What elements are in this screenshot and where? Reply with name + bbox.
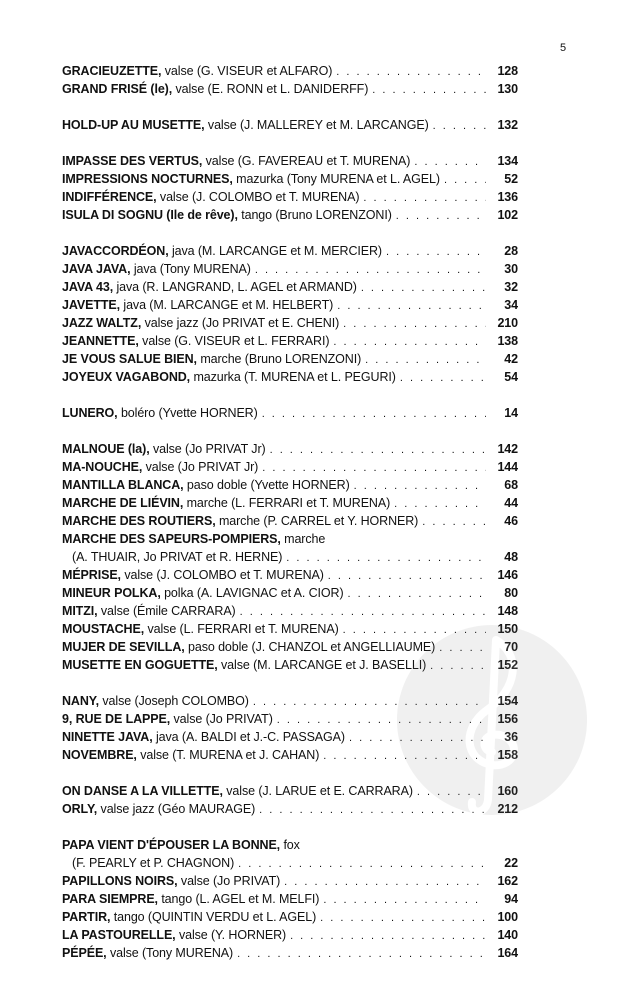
toc-entry — [62, 170, 518, 188]
leader-dots — [348, 585, 486, 603]
toc-entry — [62, 62, 518, 80]
song-detail: paso doble (J. CHANZOL et ANGELLIAUME) — [188, 640, 436, 654]
toc-entry — [62, 548, 518, 566]
group-spacer — [62, 818, 518, 836]
song-detail: valse (Jo PRIVAT Jr) — [145, 460, 259, 474]
leader-dots — [284, 873, 486, 891]
song-title: LUNERO, — [62, 406, 118, 420]
page-ref: 152 — [497, 658, 518, 672]
page-ref: 48 — [504, 550, 518, 564]
entry-text — [62, 944, 233, 962]
page-ref: 54 — [504, 370, 518, 384]
leader-dots — [394, 495, 486, 513]
entry-text — [62, 350, 361, 368]
song-title: PAPILLONS NOIRS, — [62, 874, 178, 888]
page-ref: 46 — [504, 514, 518, 528]
toc-entry — [62, 116, 518, 134]
page-ref: 30 — [504, 262, 518, 276]
song-title: MA-NOUCHE, — [62, 460, 143, 474]
entry-text — [62, 566, 324, 584]
song-title: MINEUR POLKA, — [62, 586, 161, 600]
toc-entry — [62, 692, 518, 710]
toc-entry — [62, 494, 518, 512]
song-title: JEANNETTE, — [62, 334, 139, 348]
toc-entry — [62, 476, 518, 494]
table-of-contents — [62, 62, 518, 962]
leader-dots — [323, 747, 486, 765]
page-ref: 138 — [497, 334, 518, 348]
toc-entry — [62, 854, 518, 872]
song-detail: valse (Jo PRIVAT) — [173, 712, 273, 726]
page-ref: 162 — [497, 874, 518, 888]
toc-entry — [62, 242, 518, 260]
song-title: INDIFFÉRENCE, — [62, 190, 157, 204]
leader-dots — [286, 549, 486, 567]
song-detail: valse jazz (Géo MAURAGE) — [100, 802, 256, 816]
page-ref: 132 — [497, 118, 518, 132]
song-title: MARCHE DES SAPEURS-POMPIERS, — [62, 532, 281, 546]
song-detail: marche (Bruno LORENZONI) — [200, 352, 362, 366]
entry-text — [62, 116, 429, 134]
entry-text — [62, 620, 339, 638]
song-title: JE VOUS SALUE BIEN, — [62, 352, 197, 366]
leader-dots — [238, 855, 486, 873]
song-title: PAPA VIENT D'ÉPOUSER LA BONNE, — [62, 838, 281, 852]
leader-dots — [240, 603, 486, 621]
leader-dots — [328, 567, 486, 585]
toc-entry — [62, 80, 518, 98]
song-detail: valse (J. LARUE et E. CARRARA) — [226, 784, 413, 798]
song-detail: java (M. LARCANGE et M. HELBERT) — [123, 298, 334, 312]
entry-text — [62, 80, 368, 98]
page-ref: 144 — [497, 460, 518, 474]
song-detail: marche (P. CARREL et Y. HORNER) — [218, 514, 419, 528]
song-detail: valse (J. COLOMBO et T. MURENA) — [159, 190, 360, 204]
entry-text — [62, 404, 258, 422]
leader-dots — [361, 279, 486, 297]
song-detail: valse (Émile CARRARA) — [100, 604, 236, 618]
song-detail: valse (L. FERRARI et T. MURENA) — [147, 622, 339, 636]
song-detail: (F. PEARLY et P. CHAGNON) — [72, 856, 235, 870]
group-spacer — [62, 674, 518, 692]
song-title: MANTILLA BLANCA, — [62, 478, 184, 492]
leader-dots — [417, 783, 486, 801]
song-detail: polka (A. LAVIGNAC et A. CIOR) — [164, 586, 344, 600]
page-ref: 34 — [504, 298, 518, 312]
song-title: JOYEUX VAGABOND, — [62, 370, 191, 384]
song-detail: valse (Joseph COLOMBO) — [102, 694, 249, 708]
entry-text — [62, 584, 344, 602]
page-ref: 68 — [504, 478, 518, 492]
song-detail: (A. THUAIR, Jo PRIVAT et R. HERNE) — [72, 550, 283, 564]
leader-dots — [343, 315, 486, 333]
group-spacer — [62, 422, 518, 440]
leader-dots — [270, 441, 486, 459]
page-ref: 100 — [497, 910, 518, 924]
song-detail: valse (J. MALLEREY et M. LARCANGE) — [207, 118, 429, 132]
page-ref: 128 — [497, 64, 518, 78]
leader-dots — [337, 297, 486, 315]
song-detail: valse (Jo PRIVAT) — [180, 874, 281, 888]
entry-text — [62, 458, 258, 476]
entry-text — [62, 872, 280, 890]
toc-entry — [62, 260, 518, 278]
song-title: ORLY, — [62, 802, 98, 816]
page-ref: 148 — [497, 604, 518, 618]
leader-dots — [363, 189, 486, 207]
leader-dots — [262, 459, 486, 477]
leader-dots — [320, 909, 486, 927]
song-title: MOUSTACHE, — [62, 622, 145, 636]
leader-dots — [439, 639, 486, 657]
song-detail: valse (T. MURENA et J. CAHAN) — [140, 748, 320, 762]
page-ref: 154 — [497, 694, 518, 708]
toc-entry — [62, 890, 518, 908]
song-detail: valse (Jo PRIVAT Jr) — [152, 442, 266, 456]
song-title: JAVETTE, — [62, 298, 121, 312]
leader-dots — [354, 477, 486, 495]
page-ref: 70 — [504, 640, 518, 654]
toc-entry — [62, 368, 518, 386]
page-ref: 14 — [504, 406, 518, 420]
page-ref: 134 — [497, 154, 518, 168]
entry-text — [62, 206, 392, 224]
toc-group — [62, 836, 518, 962]
page-ref: 160 — [497, 784, 518, 798]
song-title: IMPRESSIONS NOCTURNES, — [62, 172, 233, 186]
toc-entry — [62, 278, 518, 296]
song-detail: java (A. BALDI et J.-C. PASSAGA) — [155, 730, 345, 744]
entry-text — [62, 62, 332, 80]
entry-text — [62, 890, 319, 908]
toc-entry — [62, 638, 518, 656]
song-title: JAVACCORDÉON, — [62, 244, 169, 258]
group-spacer — [62, 98, 518, 116]
song-detail: valse (G. FAVEREAU et T. MURENA) — [205, 154, 411, 168]
entry-text — [62, 656, 426, 674]
toc-group — [62, 242, 518, 386]
song-title: NINETTE JAVA, — [62, 730, 153, 744]
entry-text — [62, 692, 249, 710]
page-ref: 44 — [504, 496, 518, 510]
toc-entry — [62, 188, 518, 206]
song-detail: valse (Tony MURENA) — [109, 946, 234, 960]
leader-dots — [259, 801, 486, 819]
page-ref: 36 — [504, 730, 518, 744]
entry-text — [62, 314, 339, 332]
toc-entry — [62, 566, 518, 584]
song-detail: valse (J. COLOMBO et T. MURENA) — [124, 568, 324, 582]
song-detail: java (Tony MURENA) — [133, 262, 251, 276]
leader-dots — [277, 711, 486, 729]
toc-entry — [62, 836, 518, 854]
group-spacer — [62, 134, 518, 152]
toc-entry — [62, 620, 518, 638]
toc-group — [62, 782, 518, 818]
song-title: JAVA JAVA, — [62, 262, 131, 276]
song-detail: fox — [283, 838, 300, 852]
leader-dots — [414, 153, 486, 171]
song-detail: mazurka (Tony MURENA et L. AGEL) — [236, 172, 440, 186]
page-ref: 212 — [497, 802, 518, 816]
page-ref: 130 — [497, 82, 518, 96]
song-detail: boléro (Yvette HORNER) — [120, 406, 258, 420]
leader-dots — [290, 927, 486, 945]
song-title: MARCHE DES ROUTIERS, — [62, 514, 216, 528]
toc-entry — [62, 458, 518, 476]
page-ref: 52 — [504, 172, 518, 186]
toc-entry — [62, 728, 518, 746]
toc-entry — [62, 872, 518, 890]
entry-text — [62, 440, 266, 458]
page-ref: 42 — [504, 352, 518, 366]
page-ref: 80 — [504, 586, 518, 600]
entry-text — [62, 548, 282, 566]
toc-entry — [62, 746, 518, 764]
toc-entry — [62, 584, 518, 602]
song-detail: tango (Bruno LORENZONI) — [241, 208, 392, 222]
song-title: NOVEMBRE, — [62, 748, 137, 762]
song-detail: marche (L. FERRARI et T. MURENA) — [186, 496, 391, 510]
entry-text — [62, 512, 418, 530]
song-title: GRACIEUZETTE, — [62, 64, 162, 78]
toc-group — [62, 404, 518, 422]
page-ref: 28 — [504, 244, 518, 258]
entry-text — [62, 332, 329, 350]
entry-text — [62, 188, 359, 206]
toc-entry — [62, 296, 518, 314]
group-spacer — [62, 386, 518, 404]
entry-text — [62, 260, 251, 278]
page-ref: 150 — [497, 622, 518, 636]
page-ref: 156 — [497, 712, 518, 726]
song-title: JAZZ WALTZ, — [62, 316, 142, 330]
song-title: ISULA DI SOGNU (Ile de rêve), — [62, 208, 238, 222]
song-title: MUSETTE EN GOGUETTE, — [62, 658, 218, 672]
entry-text — [62, 836, 300, 854]
entry-text — [62, 368, 396, 386]
toc-group — [62, 62, 518, 98]
page-ref: 140 — [497, 928, 518, 942]
song-detail: valse (E. RONN et L. DANIDERFF) — [175, 82, 369, 96]
song-detail: valse (G. VISEUR et ALFARO) — [164, 64, 333, 78]
toc-entry — [62, 782, 518, 800]
leader-dots — [323, 891, 486, 909]
entry-text — [62, 926, 286, 944]
toc-entry — [62, 800, 518, 818]
leader-dots — [386, 243, 486, 261]
toc-entry — [62, 314, 518, 332]
song-detail: tango (QUINTIN VERDU et L. AGEL) — [113, 910, 317, 924]
toc-group — [62, 692, 518, 764]
entry-text — [62, 530, 325, 548]
toc-entry — [62, 656, 518, 674]
song-title: NANY, — [62, 694, 100, 708]
toc-group — [62, 152, 518, 224]
song-detail: valse jazz (Jo PRIVAT et E. CHENI) — [144, 316, 340, 330]
song-title: MÉPRISE, — [62, 568, 121, 582]
toc-entry — [62, 908, 518, 926]
toc-entry — [62, 440, 518, 458]
toc-entry — [62, 530, 518, 548]
song-detail: mazurka (T. MURENA et L. PEGURI) — [193, 370, 396, 384]
leader-dots — [365, 351, 486, 369]
song-title: 9, RUE DE LAPPE, — [62, 712, 171, 726]
page-ref: 210 — [497, 316, 518, 330]
toc-entry — [62, 404, 518, 422]
song-title: PARTIR, — [62, 910, 111, 924]
song-detail: java (M. LARCANGE et M. MERCIER) — [171, 244, 382, 258]
leader-dots — [253, 693, 486, 711]
toc-group — [62, 116, 518, 134]
leader-dots — [430, 657, 486, 675]
entry-text — [62, 710, 273, 728]
song-detail: marche — [284, 532, 326, 546]
leader-dots — [237, 945, 486, 963]
song-title: PÉPÉE, — [62, 946, 107, 960]
leader-dots — [262, 405, 486, 423]
leader-dots — [255, 261, 486, 279]
song-title: MALNOUE (la), — [62, 442, 150, 456]
song-detail: paso doble (Yvette HORNER) — [186, 478, 350, 492]
entry-text — [62, 278, 357, 296]
song-title: IMPASSE DES VERTUS, — [62, 154, 203, 168]
page-number: 5 — [560, 42, 567, 54]
entry-text — [62, 296, 333, 314]
leader-dots — [433, 117, 486, 135]
page-ref: 22 — [504, 856, 518, 870]
entry-text — [62, 152, 410, 170]
toc-entry — [62, 944, 518, 962]
page-ref: 164 — [497, 946, 518, 960]
entry-text — [62, 602, 236, 620]
entry-text — [62, 728, 345, 746]
song-title: LA PASTOURELLE, — [62, 928, 176, 942]
toc-entry — [62, 152, 518, 170]
leader-dots — [422, 513, 486, 531]
toc-entry — [62, 602, 518, 620]
song-title: JAVA 43, — [62, 280, 114, 294]
entry-text — [62, 908, 316, 926]
song-detail: valse (M. LARCANGE et J. BASELLI) — [221, 658, 427, 672]
toc-entry — [62, 926, 518, 944]
page-ref: 94 — [504, 892, 518, 906]
group-spacer — [62, 764, 518, 782]
song-detail: java (R. LANGRAND, L. AGEL et ARMAND) — [116, 280, 357, 294]
entry-text — [62, 494, 390, 512]
entry-text — [62, 854, 234, 872]
group-spacer — [62, 224, 518, 242]
song-detail: valse (Y. HORNER) — [178, 928, 287, 942]
toc-entry — [62, 206, 518, 224]
page-ref: 102 — [497, 208, 518, 222]
leader-dots — [333, 333, 486, 351]
page-ref: 142 — [497, 442, 518, 456]
song-title: MITZI, — [62, 604, 98, 618]
song-title: GRAND FRISÉ (le), — [62, 82, 173, 96]
toc-entry — [62, 332, 518, 350]
entry-text — [62, 638, 435, 656]
song-detail: tango (L. AGEL et M. MELFI) — [161, 892, 320, 906]
song-title: HOLD-UP AU MUSETTE, — [62, 118, 205, 132]
entry-text — [62, 782, 413, 800]
song-title: PARA SIEMPRE, — [62, 892, 158, 906]
entry-text — [62, 800, 255, 818]
page-ref: 136 — [497, 190, 518, 204]
song-detail: valse (G. VISEUR et L. FERRARI) — [142, 334, 330, 348]
song-title: MUJER DE SEVILLA, — [62, 640, 185, 654]
entry-text — [62, 242, 382, 260]
toc-entry — [62, 512, 518, 530]
toc-entry — [62, 710, 518, 728]
leader-dots — [372, 81, 486, 99]
page-ref: 158 — [497, 748, 518, 762]
entry-text — [62, 476, 350, 494]
leader-dots — [343, 621, 486, 639]
song-title: ON DANSE A LA VILLETTE, — [62, 784, 223, 798]
leader-dots — [400, 369, 486, 387]
leader-dots — [396, 207, 486, 225]
leader-dots — [336, 63, 486, 81]
toc-group — [62, 440, 518, 674]
entry-text — [62, 746, 319, 764]
leader-dots — [349, 729, 486, 747]
toc-entry — [62, 350, 518, 368]
entry-text — [62, 170, 440, 188]
page-ref: 32 — [504, 280, 518, 294]
song-title: MARCHE DE LIÉVIN, — [62, 496, 184, 510]
leader-dots — [444, 171, 486, 189]
page-ref: 146 — [497, 568, 518, 582]
